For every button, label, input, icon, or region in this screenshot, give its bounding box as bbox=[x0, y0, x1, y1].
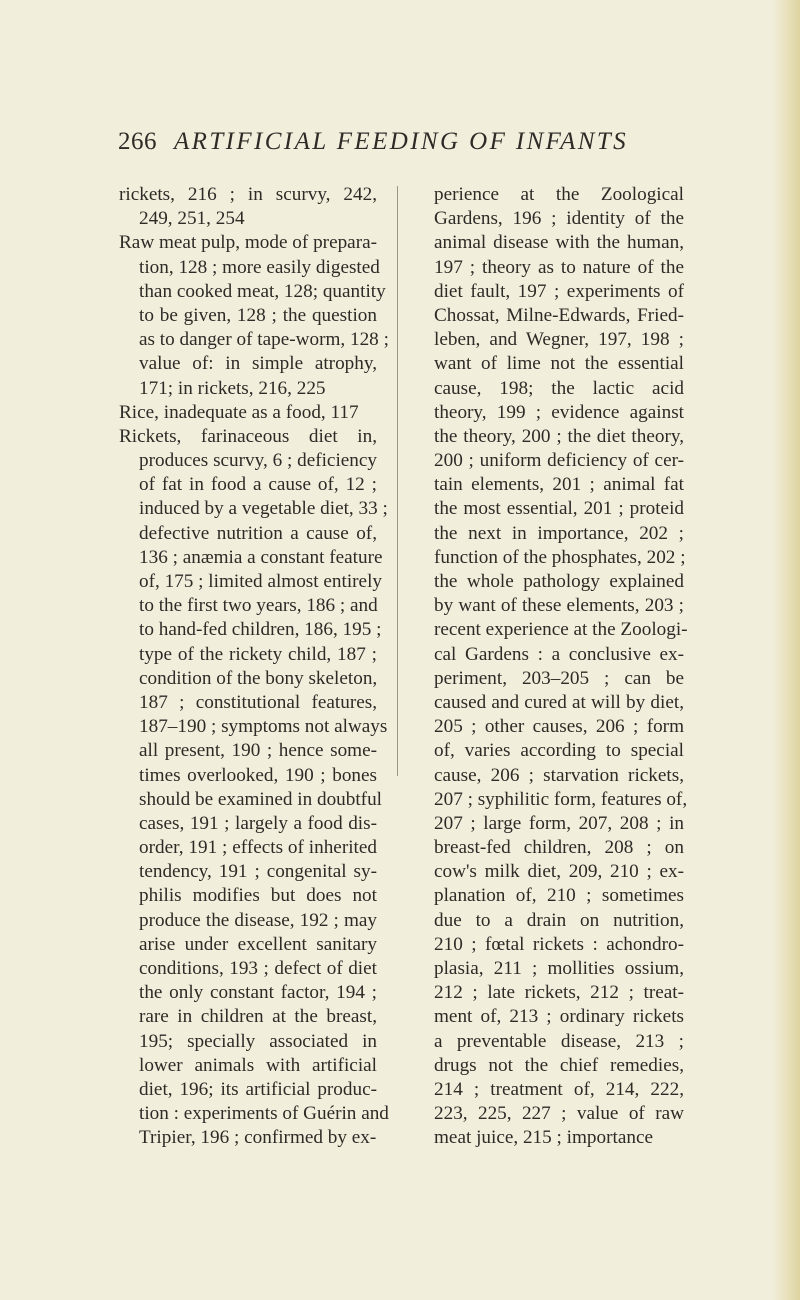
index-line: cause, 198; the lactic acid bbox=[434, 377, 684, 399]
index-line: condition of the bony skeleton, bbox=[139, 667, 378, 689]
index-line: defective nutrition a cause of, bbox=[139, 522, 377, 544]
index-line: want of lime not the essential bbox=[434, 353, 684, 375]
index-line: 195; specially associated in bbox=[139, 1030, 377, 1052]
index-line: 136 ; anæmia a constant feature bbox=[139, 546, 383, 568]
index-line: drugs not the chief remedies, bbox=[434, 1054, 684, 1076]
index-line: lower animals with artificial bbox=[139, 1054, 377, 1076]
index-line: 207 ; large form, 207, 208 ; in bbox=[434, 812, 684, 834]
index-line: Gardens, 196 ; identity of the bbox=[434, 208, 684, 230]
index-line: the whole pathology explained bbox=[434, 571, 684, 592]
index-line: plasia, 211 ; mollities ossium, bbox=[434, 958, 684, 979]
index-line: as to danger of tape-worm, 128 ; bbox=[139, 329, 389, 351]
index-line: tion : experiments of Guérin and bbox=[139, 1103, 389, 1125]
index-line: the next in importance, 202 ; bbox=[434, 522, 684, 544]
index-line: animal disease with the human, bbox=[434, 232, 684, 254]
index-line: of fat in food a cause of, 12 ; bbox=[139, 474, 377, 496]
index-line: 187–190 ; symptoms not always bbox=[139, 716, 388, 738]
index-line: Tripier, 196 ; confirmed by ex- bbox=[139, 1127, 377, 1149]
index-line: type of the rickety child, 187 ; bbox=[139, 643, 377, 665]
index-line: than cooked meat, 128; quantity bbox=[139, 280, 386, 302]
index-line: rickets, 216 ; in scurvy, 242, bbox=[119, 184, 377, 205]
page-number: 266 bbox=[118, 128, 157, 155]
index-line: 212 ; late rickets, 212 ; treat- bbox=[434, 982, 684, 1004]
index-line: conditions, 193 ; defect of diet bbox=[139, 958, 377, 979]
index-line: value of: in simple atrophy, bbox=[139, 353, 377, 375]
index-line: diet fault, 197 ; experiments of bbox=[434, 280, 684, 302]
index-line: 249, 251, 254 bbox=[139, 208, 245, 230]
index-line: 223, 225, 227 ; value of raw bbox=[434, 1103, 684, 1125]
index-line: recent experience at the Zoologi- bbox=[434, 619, 688, 641]
index-line: the theory, 200 ; the diet theory, bbox=[434, 425, 684, 447]
index-line: produces scurvy, 6 ; deficiency bbox=[139, 450, 377, 472]
index-line: 200 ; uniform deficiency of cer- bbox=[434, 450, 684, 472]
index-line: arise under excellent sanitary bbox=[139, 933, 377, 955]
index-line: ment of, 213 ; ordinary rickets bbox=[434, 1006, 684, 1028]
index-line: Rickets, farinaceous diet in, bbox=[119, 425, 377, 447]
index-line: planation of, 210 ; sometimes bbox=[434, 885, 684, 907]
index-line: order, 191 ; effects of inherited bbox=[139, 837, 377, 859]
index-line: Chossat, Milne-Edwards, Fried- bbox=[434, 304, 684, 326]
page-header bbox=[118, 128, 758, 162]
index-line: meat juice, 215 ; importance bbox=[434, 1127, 653, 1149]
index-line: tion, 128 ; more easily digested bbox=[139, 256, 380, 278]
index-line: cal Gardens : a conclusive ex- bbox=[434, 643, 684, 665]
index-line: Rice, inadequate as a food, 117 bbox=[119, 401, 359, 423]
index-line: the most essential, 201 ; proteid bbox=[434, 498, 684, 520]
index-line: 210 ; fœtal rickets : achondro- bbox=[434, 933, 684, 955]
index-line: cause, 206 ; starvation rickets, bbox=[434, 764, 684, 786]
index-line: philis modifies but does not bbox=[139, 885, 377, 907]
index-line: breast-fed children, 208 ; on bbox=[434, 837, 684, 859]
index-line: all present, 190 ; hence some- bbox=[139, 740, 377, 762]
index-column-left bbox=[119, 183, 389, 1151]
index-line: 197 ; theory as to nature of the bbox=[434, 256, 684, 278]
index-line: of, varies according to special bbox=[434, 740, 684, 762]
index-line: cow's milk diet, 209, 210 ; ex- bbox=[434, 861, 684, 883]
column-divider bbox=[397, 186, 398, 776]
index-line: periment, 203–205 ; can be bbox=[434, 667, 684, 689]
index-line: to the first two years, 186 ; and bbox=[139, 595, 378, 617]
index-line: 207 ; syphilitic form, features of, bbox=[434, 788, 688, 810]
index-line: tendency, 191 ; congenital sy- bbox=[139, 861, 377, 883]
index-line: to hand-fed children, 186, 195 ; bbox=[139, 619, 382, 641]
index-line: produce the disease, 192 ; may bbox=[139, 909, 377, 931]
index-line: 171; in rickets, 216, 225 bbox=[139, 377, 326, 399]
index-line: function of the phosphates, 202 ; bbox=[434, 546, 686, 568]
index-line: times overlooked, 190 ; bones bbox=[139, 764, 377, 786]
running-title: ARTIFICIAL FEEDING OF INFANTS bbox=[174, 128, 629, 155]
index-line: 214 ; treatment of, 214, 222, bbox=[434, 1078, 684, 1100]
index-line: leben, and Wegner, 197, 198 ; bbox=[434, 329, 684, 351]
index-line: should be examined in doubtful bbox=[139, 788, 383, 810]
index-line: induced by a vegetable diet, 33 ; bbox=[139, 498, 388, 520]
index-line: 205 ; other causes, 206 ; form bbox=[434, 716, 684, 738]
index-line: perience at the Zoological bbox=[434, 184, 684, 205]
page-edge-shadow bbox=[772, 0, 800, 1300]
index-line: by want of these elements, 203 ; bbox=[434, 595, 684, 617]
index-line: diet, 196; its artificial produc- bbox=[139, 1078, 377, 1100]
index-line: 187 ; constitutional features, bbox=[139, 691, 377, 713]
index-line: a preventable disease, 213 ; bbox=[434, 1030, 684, 1052]
index-line: caused and cured at will by diet, bbox=[434, 691, 684, 713]
index-line: cases, 191 ; largely a food dis- bbox=[139, 812, 377, 834]
index-column-right bbox=[414, 183, 688, 1151]
index-line: theory, 199 ; evidence against bbox=[434, 401, 684, 423]
index-line: rare in children at the breast, bbox=[139, 1006, 377, 1028]
index-line: the only constant factor, 194 ; bbox=[139, 982, 377, 1004]
index-line: tain elements, 201 ; animal fat bbox=[434, 474, 684, 496]
index-line: Raw meat pulp, mode of prepara- bbox=[119, 232, 377, 254]
index-line: due to a drain on nutrition, bbox=[434, 909, 684, 931]
index-line: to be given, 128 ; the question bbox=[139, 304, 377, 326]
index-line: of, 175 ; limited almost entirely bbox=[139, 571, 383, 592]
